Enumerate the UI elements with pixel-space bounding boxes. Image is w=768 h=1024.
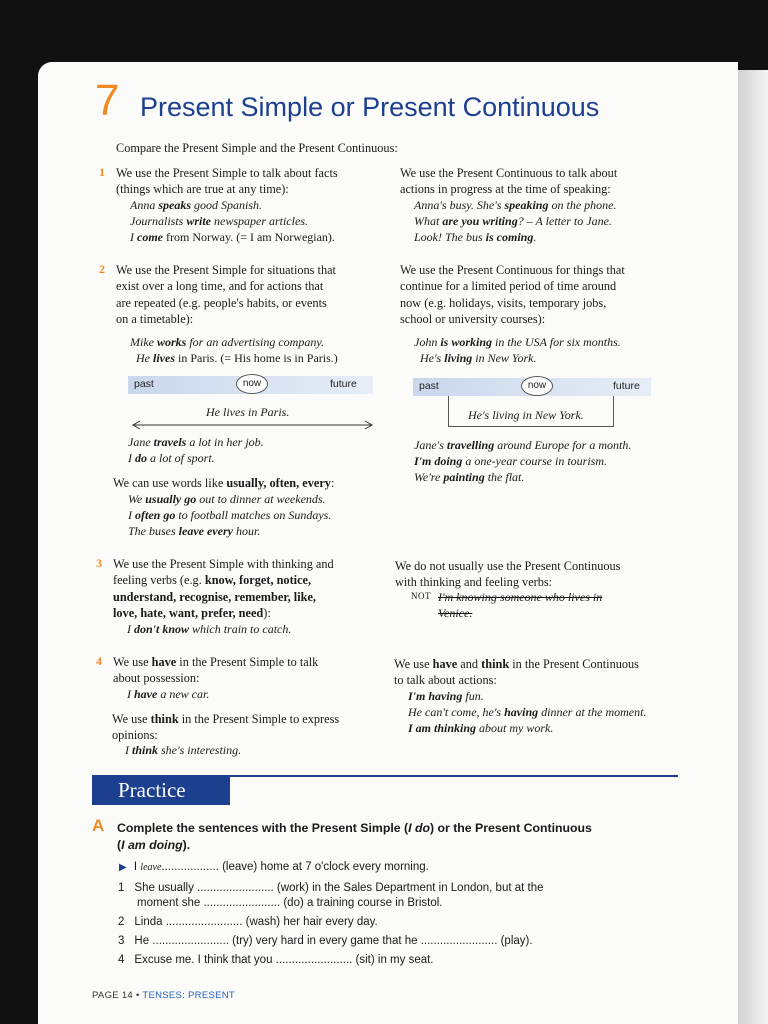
timeline-right-caption: He's living in New York. bbox=[468, 408, 584, 422]
page-footer: PAGE 14 • TENSES: PRESENT bbox=[92, 990, 236, 1001]
section-number-3: 3 bbox=[96, 556, 102, 570]
timeline-past-label: past bbox=[134, 378, 154, 390]
exercise-a-label: A bbox=[92, 816, 105, 835]
timeline-future-label: future bbox=[330, 378, 357, 390]
s4-left-example: I have a new car. bbox=[127, 687, 210, 701]
s2-left-examples: Mike works for an advertising company. He lives in Paris. (= His home is in Paris.) bbox=[130, 335, 338, 365]
intro-text: Compare the Present Simple and the Present Continuous: bbox=[116, 141, 398, 155]
section-number-4: 4 bbox=[96, 654, 102, 668]
wrong-example: I'm knowing someone who lives in Venice. bbox=[438, 590, 603, 620]
timeline-now-marker: now bbox=[236, 374, 268, 394]
s1-right-examples: Anna's busy. She's speaking on the phone. What are you writing? – A letter to Jane. Look! The bus is coming. bbox=[414, 198, 617, 244]
not-label: NOT bbox=[411, 591, 431, 601]
section-number-1: 1 bbox=[99, 165, 105, 179]
s4-right-examples: I'm having fun. He can't come, he's having dinner at the moment. I am thinking about my work. bbox=[408, 689, 647, 735]
exercise-item-3: 3 He ........................ (try) very hard in every game that he ........................ (play). bbox=[118, 935, 533, 947]
example-item: ▶ I leave.................. (leave) home at 7 o'clock every morning. bbox=[119, 861, 429, 873]
exercise-item-4: 4 Excuse me. I think that you ........................ (sit) in my seat. bbox=[118, 954, 434, 966]
s4-left-text-2: We use think in the Present Simple to express opinions: bbox=[112, 712, 340, 743]
timeline-left-caption: He lives in Paris. bbox=[206, 405, 290, 419]
example-answer: leave bbox=[140, 862, 162, 873]
s1-left-text: We use the Present Simple to talk about facts (things which are true at any time): bbox=[116, 166, 338, 197]
page-shadow bbox=[736, 70, 768, 1024]
timeline-left bbox=[128, 376, 373, 394]
practice-heading: Practice bbox=[92, 775, 230, 805]
s3-right-text: We do not usually use the Present Continuous with thinking and feeling verbs: bbox=[395, 559, 621, 590]
timeline-now-marker: now bbox=[521, 376, 553, 396]
chapter-number: 7 bbox=[95, 76, 120, 125]
exercise-item-1: 1 She usually ........................ (work) in the Sales Department in London, but at the bbox=[118, 882, 544, 894]
adverbs-intro: We can use words like usually, often, every: bbox=[113, 476, 335, 490]
example-marker-icon: ▶ bbox=[119, 862, 127, 873]
s2-left-text: We use the Present Simple for situations that exist over a long time, and for actions that are repeated (e.g. people's habits, or events on a timetable): bbox=[116, 263, 336, 327]
s2-right-text: We use the Present Continuous for things that continue for a limited period of time around now (e.g. holidays, visits, temporary jobs, school or university courses): bbox=[400, 263, 625, 327]
s4-left-text: We use have in the Present Simple to talk about possession: bbox=[113, 655, 319, 686]
timeline-right bbox=[413, 378, 651, 396]
page-title: Present Simple or Present Continuous bbox=[140, 92, 600, 122]
s3-left-text: We use the Present Simple with thinking and feeling verbs (e.g. know, forget, notice, understand, recognise, remember, like, love, hate, want, prefer, need): bbox=[113, 557, 334, 621]
background-left bbox=[0, 0, 40, 1024]
timeline-past-label: past bbox=[419, 380, 439, 392]
timeline-future-label: future bbox=[613, 380, 640, 392]
exercise-item-1-cont: moment she ........................ (do) a training course in Bristol. bbox=[137, 897, 443, 909]
s3-left-example: I don't know which train to catch. bbox=[127, 622, 292, 636]
exercise-a-instructions: Complete the sentences with the Present Simple (I do) or the Present Continuous (I am doing). bbox=[117, 821, 592, 852]
exercise-item-2: 2 Linda ........................ (wash) her hair every day. bbox=[118, 916, 378, 928]
adverbs-examples: We usually go out to dinner at weekends. I often go to football matches on Sundays. The buses leave every hour. bbox=[128, 492, 332, 538]
double-arrow bbox=[130, 419, 375, 431]
s4-right-text: We use have and think in the Present Continuous to talk about actions: bbox=[394, 657, 639, 688]
s4-left-example-2: I think she's interesting. bbox=[125, 743, 242, 757]
s2-right-examples-2: Jane's travelling around Europe for a month. I'm doing a one-year course in tourism. We're painting the flat. bbox=[414, 438, 632, 484]
section-number-2: 2 bbox=[99, 262, 105, 276]
s1-left-examples: Anna speaks good Spanish. Journalists write newspaper articles. I come from Norway. (= I am Norwegian). bbox=[130, 198, 335, 244]
s2-right-examples: John is working in the USA for six months. He's living in New York. bbox=[414, 335, 621, 365]
background-top bbox=[0, 0, 768, 70]
s1-right-text: We use the Present Continuous to talk about actions in progress at the time of speaking: bbox=[400, 166, 618, 197]
s2-left-examples-2: Jane travels a lot in her job. I do a lot of sport. bbox=[128, 435, 264, 465]
